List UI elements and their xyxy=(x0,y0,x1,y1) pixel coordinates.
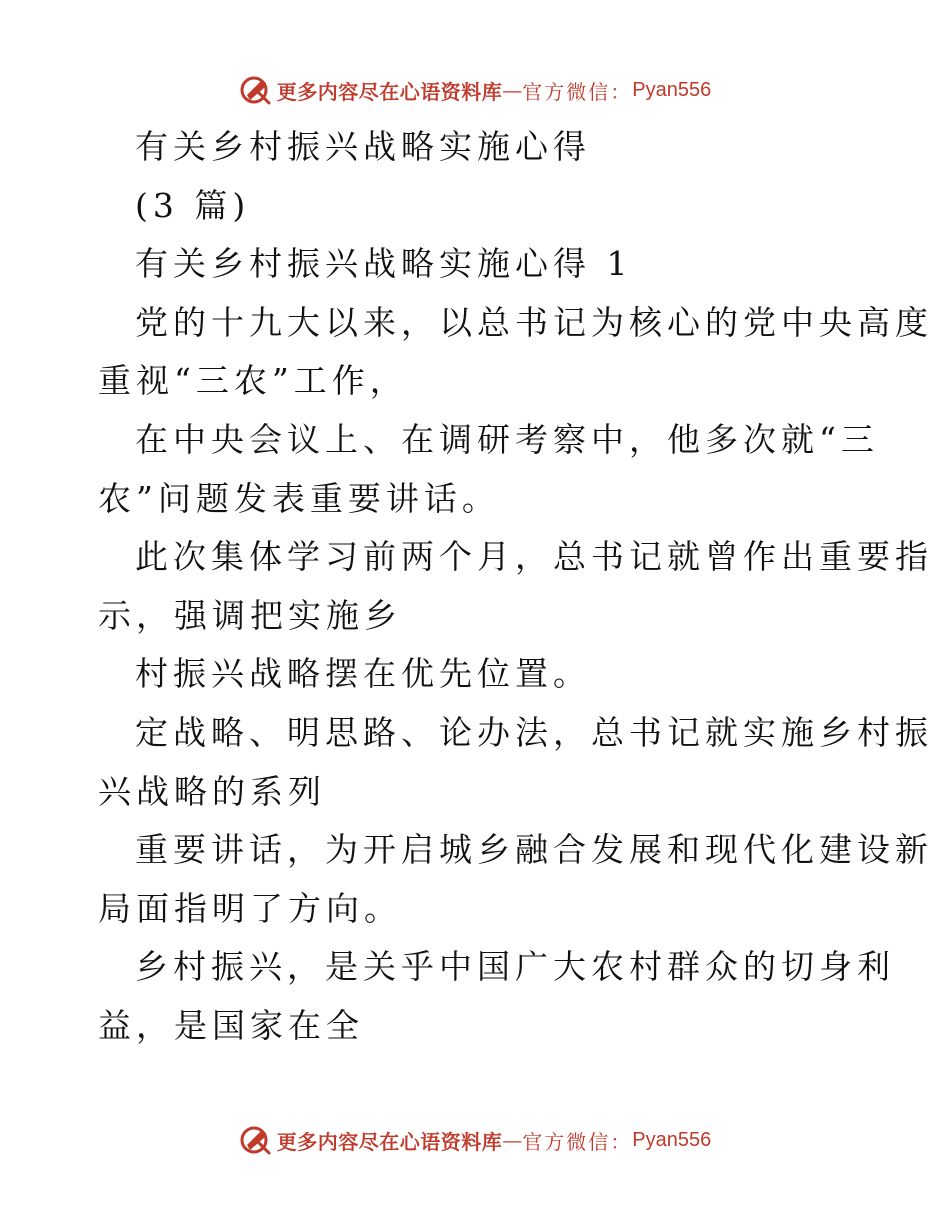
document-body xyxy=(98,118,933,1056)
ribbon-logo-icon xyxy=(239,1123,273,1157)
footer-wechat-id: Pyan556 xyxy=(632,1128,712,1151)
doc-title: 有关乡村振兴战略实施心得 xyxy=(135,127,591,166)
paragraph-line: 村振兴战略摆在优先位置。 xyxy=(135,654,591,694)
paragraph-line: 益，是国家在全 xyxy=(98,1005,364,1045)
paragraph-line: 兴战略的系列 xyxy=(98,771,326,811)
header-wechat-label: 官方微信： xyxy=(522,79,633,104)
paragraph-line: 局面指明了方向。 xyxy=(98,888,402,928)
footer-dash: — xyxy=(502,1128,523,1152)
paragraph-line: 乡村振兴，是关乎中国广大农村群众的切身利 xyxy=(135,947,895,987)
footer-site-text: 更多内容尽在心语资料库 xyxy=(276,1129,503,1154)
section-heading: 有关乡村振兴战略实施心得 1 xyxy=(135,244,633,284)
paragraph-line: 重要讲话，为开启城乡融合发展和现代化建设新 xyxy=(135,830,933,870)
footer-wechat-label: 官方微信： xyxy=(522,1129,633,1154)
paragraph-line: 党的十九大以来，以总书记为核心的党中央高度 xyxy=(135,302,933,342)
doc-subtitle: (3 篇) xyxy=(135,185,251,225)
paragraph-line: 定战略、明思路、论办法，总书记就实施乡村振 xyxy=(135,712,933,752)
paragraph-line: 在中央会议上、在调研考察中，他多次就“三 xyxy=(135,419,879,459)
header-banner xyxy=(0,68,950,112)
paragraph-line: 重视“三农”工作， xyxy=(98,361,408,401)
ribbon-logo-icon xyxy=(239,73,273,107)
footer-banner xyxy=(0,1118,950,1162)
paragraph-line: 示，强调把实施乡 xyxy=(98,595,402,635)
header-dash: — xyxy=(502,78,523,102)
paragraph-line: 农”问题发表重要讲话。 xyxy=(98,478,500,518)
header-wechat-id: Pyan556 xyxy=(632,78,712,101)
header-site-text: 更多内容尽在心语资料库 xyxy=(276,79,503,104)
paragraph-line: 此次集体学习前两个月，总书记就曾作出重要指 xyxy=(135,537,933,577)
